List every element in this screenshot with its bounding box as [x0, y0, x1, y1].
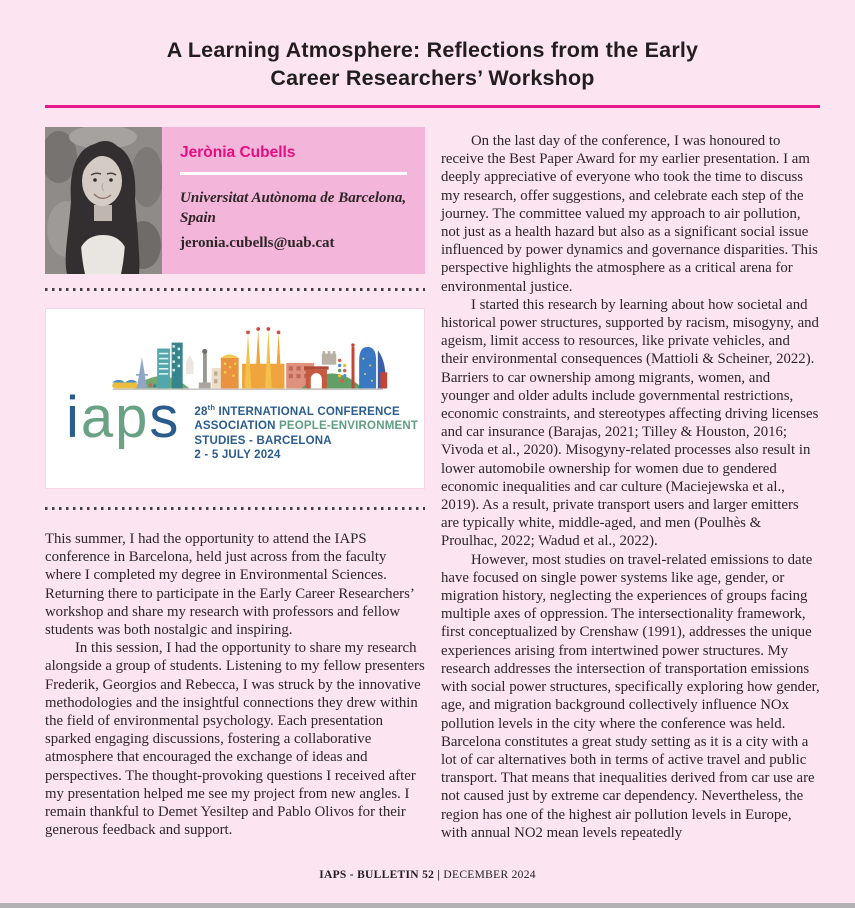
conference-ordinal: th: [207, 403, 216, 412]
paragraph: However, most studies on travel-related emissions to date have focused on single power systems like age, gender, or migration history, neglecting the experiences of groups facing multiple axes of oppression. The intersectionality framework, first conceptualized by Crenshaw (1991), addresses the unique experiences arising from intertwined power structures. My research addresses the intersection of transportation emissions with social power structures, specifically exploring how gender, age, and migration background collectively influence NOx pollution levels in the city where the conference was held. Barcelona constitutes a great study setting as it is a city with a lot of car alternatives both in terms of active travel and public transport. That means that inequalities derived from car use are not caused just by extreme car dependency. Nevertheless, the region has one of the highest air pollution levels in Europe, with annual NO2 mean levels repeatedly: [441, 551, 820, 841]
title-divider-rule: [45, 105, 820, 108]
left-column: [45, 127, 425, 842]
wordmark-letter-s: s: [149, 385, 181, 450]
logo-text-line2: [194, 419, 418, 434]
left-column-text: [45, 530, 425, 839]
page-content: [45, 0, 820, 842]
conference-logo-text: [194, 401, 418, 463]
barcelona-skyline-illustration: [108, 321, 388, 393]
page-footer: [0, 869, 855, 881]
author-affiliation-line1: Universitat Autònoma de Barcelona,: [180, 190, 407, 206]
iaps-wordmark: [66, 385, 181, 450]
author-affiliation-line2: Spain: [180, 210, 216, 226]
article-title-line2: Career Researchers’ Workshop: [270, 66, 595, 90]
paragraph: I started this research by learning about how societal and historical power structures, supported by racism, misogyny, and ageism, limit access to resources, like private vehicles, and their environmental consequences (Mattioli & Scheiner, 2022). Barriers to car ownership among migrants, women, and younger and older adults include governmental restrictions, economic constraints, and stereotypes affecting driving licenses and car insurance (Barajas, 2021; Tilley & Houston, 2016; Vivoda et al., 2020). Misogyny-related processes also result in lower automobile ownership for women due to gendered economic inequalities and car culture (Maciejewska et al., 2019). As a result, private transport users and larger emitters are typically white, middle-aged, and men (Poulhès & Proulhac, 2022; Wadud et al., 2022).: [441, 296, 819, 550]
wordmark-letter-a: a: [80, 385, 116, 450]
footer-separator: |: [437, 869, 441, 881]
paragraph: In this session, I had the opportunity to share my research alongside a group of students. Listening to my fellow presenters Frederik, Georgios and Rebecca, I was struck by the innovative methodologies and the insightful connections they drew within the field of environmental psychology. Each presentation sparked engaging discussions, fostering a collaborative atmosphere that encouraged the exchange of ideas and perspectives. The thought-provoking questions I received after my presentation helped me see my project from new angles. I remain thankful to Demet Yesiltep and Pablo Olivos for their generous feedback and support.: [45, 640, 425, 839]
barcelona-skyline-svg: [108, 321, 388, 393]
article-title: [45, 36, 820, 92]
two-column-layout: [45, 127, 820, 842]
dotted-divider-top: [45, 288, 425, 291]
wordmark-letter-p: p: [115, 385, 150, 450]
author-affiliation: [180, 188, 407, 228]
portrait-illustration: [45, 127, 162, 274]
people-environment-text: PEOPLE-ENVIRONMENT: [279, 420, 419, 433]
author-name: Jerònia Cubells: [180, 144, 296, 161]
bottom-gray-bar: [0, 903, 855, 908]
association-text: ASSOCIATION: [194, 420, 280, 433]
logo-text-line1: [194, 401, 418, 419]
author-portrait-photo: [45, 127, 162, 274]
author-card: [45, 127, 425, 274]
author-name-underline: [180, 172, 407, 175]
logo-text-line4: 2 - 5 JULY 2024: [194, 449, 281, 462]
right-column: [441, 127, 820, 842]
paragraph: This summer, I had the opportunity to attend the IAPS conference in Barcelona, held just across from the faculty where I completed my degree in Environmental Sciences. Returning there to participate in the Early Career Researchers’ workshop and share my research with professors and fellow students was both nostalgic and inspiring.: [45, 531, 414, 639]
footer-bulletin-label: IAPS - BULLETIN 52: [319, 869, 435, 881]
footer-date: DECEMBER 2024: [443, 869, 536, 881]
dotted-divider-bottom: [45, 507, 425, 510]
iaps-logo-row: [66, 385, 424, 463]
author-info-card: [162, 127, 425, 274]
wordmark-letter-i: i: [66, 385, 81, 450]
conference-logo-box: [45, 308, 425, 489]
paragraph: On the last day of the conference, I was honoured to receive the Best Paper Award for my earlier presentation. I am deeply appreciative of everyone who took the time to discuss my research, offer suggestions, and celebrate each step of the journey. The committee valued my approach to air pollution, not just as a health hazard but also as a significant social issue influenced by power dynamics and governance disparities. This perspective highlights the atmosphere as a critical arena for environmental justice.: [441, 133, 818, 295]
conference-line1-text: INTERNATIONAL CONFERENCE: [215, 405, 400, 418]
article-title-line1: A Learning Atmosphere: Reflections from the Early: [166, 38, 699, 62]
conference-number: 28: [194, 405, 208, 418]
author-email: jeronia.cubells@uab.cat: [180, 235, 335, 251]
logo-text-line3: STUDIES - BARCELONA: [194, 434, 332, 447]
